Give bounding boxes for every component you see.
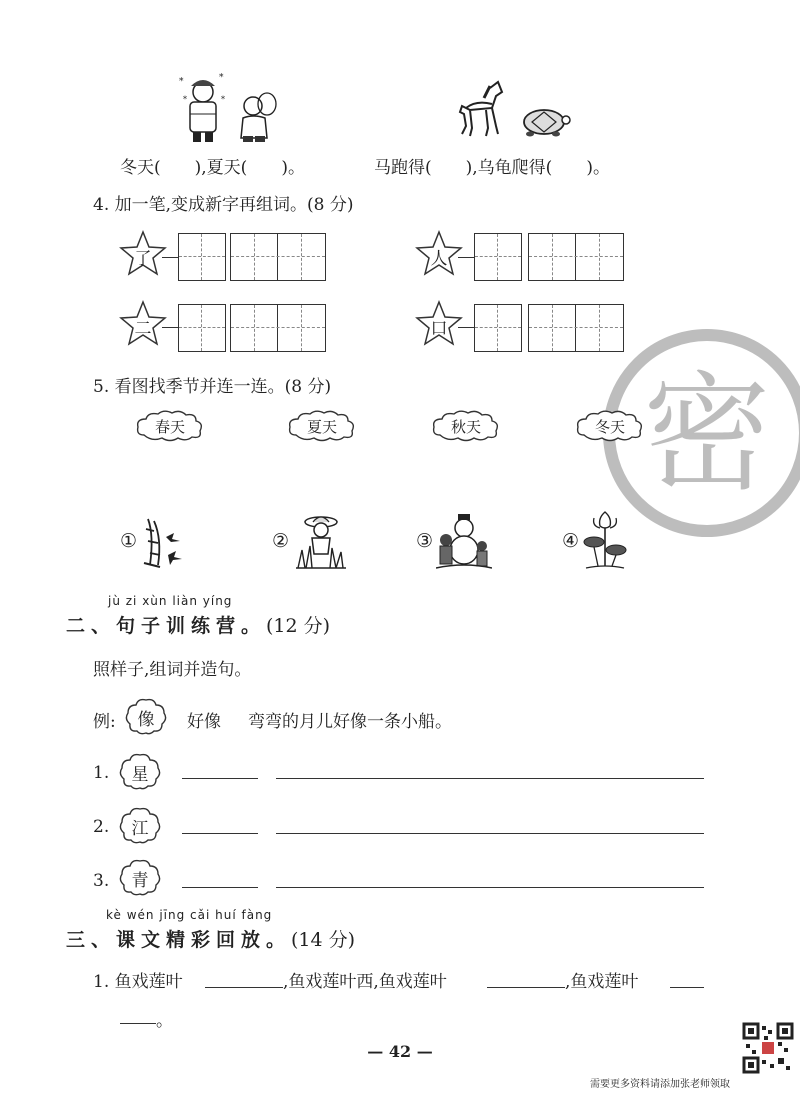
connector-line [162, 327, 178, 328]
item-1-word-line[interactable] [182, 778, 258, 779]
connector-line [162, 257, 178, 258]
item-2-flower: 江 [118, 806, 162, 844]
section-3-points: (14 分) [291, 929, 356, 951]
new-char-box-1[interactable] [178, 233, 226, 281]
section-2-title: 二、句子训练营。 [66, 615, 267, 637]
svg-text:*: * [183, 95, 187, 104]
season-spring[interactable]: 春天 [134, 409, 206, 443]
item-2-word-line[interactable] [182, 833, 258, 834]
end-mark-1: )。 [281, 158, 305, 178]
word-box-1[interactable] [230, 233, 326, 281]
s3-q1-part3: ,鱼戏莲叶 [565, 972, 639, 992]
season-winter[interactable]: 冬天 [574, 409, 646, 443]
svg-text:*: * [219, 73, 224, 83]
section-2-heading [66, 611, 330, 638]
item-3-flower: 青 [118, 858, 162, 896]
q4-title: 4. 加一笔,变成新字再组词。(8 分) [93, 195, 354, 215]
s3-q1-blank-2[interactable] [487, 987, 565, 988]
item-1-flower: 星 [118, 752, 162, 790]
footer-note: 需要更多资料请添加张老师领取 [590, 1079, 730, 1090]
winter-summer-kids-illustration [175, 72, 285, 147]
qr-code-icon[interactable] [742, 1022, 794, 1074]
q5-title: 5. 看图找季节并连一连。(8 分) [93, 377, 332, 397]
star-char-3: 二 [118, 300, 168, 348]
seal-text: 密 [642, 360, 772, 509]
example-prefix: 例: [93, 712, 116, 732]
connector-line [458, 327, 474, 328]
s3-q1-blank-3[interactable] [670, 987, 704, 988]
q3-fill-line-2 [374, 153, 610, 178]
s3-q1-number: 1. [93, 972, 110, 992]
connector-line [458, 257, 474, 258]
season-summer[interactable]: 夏天 [286, 409, 358, 443]
item-3-number: 3. [93, 871, 110, 891]
new-char-box-4[interactable] [474, 304, 522, 352]
star-char-1: 了 [118, 230, 168, 278]
example-sentence: 弯弯的月儿好像一条小船。 [248, 712, 452, 732]
picture-2-number: ② [272, 530, 290, 552]
section-3-pinyin: kè wén jīng cǎi huí fàng [106, 908, 273, 922]
section-2-points: (12 分) [266, 615, 331, 637]
new-char-box-3[interactable] [178, 304, 226, 352]
child-with-straw-hat-icon[interactable] [296, 512, 346, 570]
children-with-snowman-icon[interactable] [436, 510, 492, 572]
section-2-pinyin: jù zi xùn liàn yíng [108, 594, 233, 608]
item-2-number: 2. [93, 817, 110, 837]
example-word: 好像 [187, 712, 221, 732]
swallows-and-willow-icon[interactable] [140, 515, 186, 570]
s3-q1-part1: 鱼戏莲叶 [114, 972, 183, 992]
q3-fill-line [120, 153, 305, 178]
turtle-label: ),乌龟爬得( [465, 158, 553, 178]
horse-turtle-illustration [452, 80, 572, 142]
star-char-4: 口 [414, 300, 464, 348]
lotus-flower-icon[interactable] [582, 508, 628, 572]
item-3-word-line[interactable] [182, 887, 258, 888]
word-box-3[interactable] [230, 304, 326, 352]
page-number: — 42 — [367, 1042, 433, 1061]
section-2-instruction: 照样子,组词并造句。 [93, 660, 252, 680]
item-2-sentence-line[interactable] [276, 833, 704, 834]
svg-text:*: * [221, 95, 225, 104]
s3-q1-blank-1[interactable] [205, 987, 283, 988]
winter-label: 冬天( [120, 158, 161, 178]
new-char-box-2[interactable] [474, 233, 522, 281]
s3-q1-end: 。 [156, 1011, 173, 1031]
s3-q1-blank-3-cont[interactable] [120, 1023, 156, 1024]
example-flower: 像 [124, 697, 168, 735]
item-3-sentence-line[interactable] [276, 887, 704, 888]
s3-q1-line [93, 967, 183, 992]
season-autumn[interactable]: 秋天 [430, 409, 502, 443]
section-3-title: 三、课文精彩回放。 [66, 929, 292, 951]
end-mark-2: )。 [586, 158, 610, 178]
section-3-heading [66, 925, 355, 952]
item-1-number: 1. [93, 763, 110, 783]
s3-q1-part2: ,鱼戏莲叶西,鱼戏莲叶 [283, 972, 447, 992]
word-box-2[interactable] [528, 233, 624, 281]
picture-3-number: ③ [416, 530, 434, 552]
star-char-2: 人 [414, 230, 464, 278]
horse-label: 马跑得( [374, 158, 432, 178]
item-1-sentence-line[interactable] [276, 778, 704, 779]
picture-4-number: ④ [562, 530, 580, 552]
picture-1-number: ① [120, 530, 138, 552]
svg-text:*: * [179, 77, 184, 87]
summer-label: ),夏天( [194, 158, 248, 178]
